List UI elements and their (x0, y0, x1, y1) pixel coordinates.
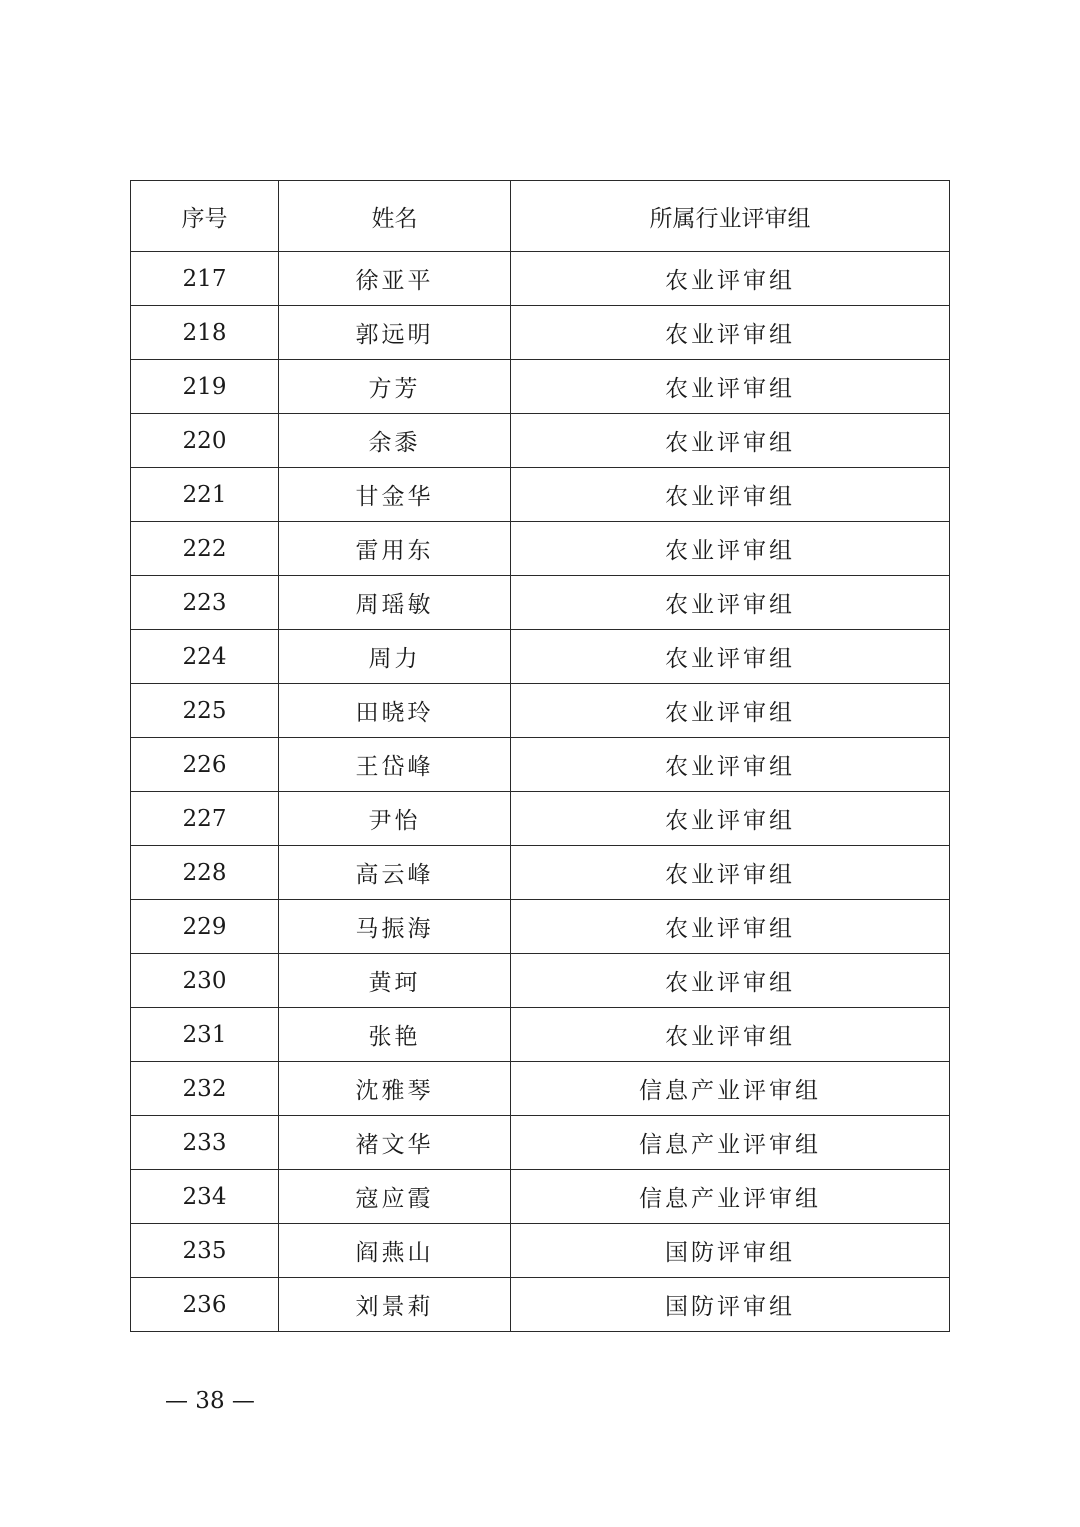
cell-name: 甘金华 (279, 468, 511, 522)
cell-seq: 227 (131, 792, 279, 846)
cell-name: 郭远明 (279, 306, 511, 360)
cell-group: 农业评审组 (511, 522, 950, 576)
cell-name: 方芳 (279, 360, 511, 414)
table-row (131, 306, 950, 360)
cell-seq: 218 (131, 306, 279, 360)
cell-name: 张艳 (279, 1008, 511, 1062)
table-header (131, 181, 950, 252)
cell-seq: 231 (131, 1008, 279, 1062)
cell-name: 寇应霞 (279, 1170, 511, 1224)
cell-group: 国防评审组 (511, 1278, 950, 1332)
header-seq: 序号 (131, 181, 279, 252)
cell-seq: 232 (131, 1062, 279, 1116)
cell-group: 农业评审组 (511, 252, 950, 306)
cell-group: 农业评审组 (511, 306, 950, 360)
cell-seq: 233 (131, 1116, 279, 1170)
cell-name: 王岱峰 (279, 738, 511, 792)
cell-name: 尹怡 (279, 792, 511, 846)
cell-group: 信息产业评审组 (511, 1116, 950, 1170)
cell-seq: 234 (131, 1170, 279, 1224)
cell-group: 农业评审组 (511, 684, 950, 738)
cell-group: 农业评审组 (511, 846, 950, 900)
cell-group: 国防评审组 (511, 1224, 950, 1278)
cell-group: 农业评审组 (511, 900, 950, 954)
cell-seq: 221 (131, 468, 279, 522)
table-row (131, 1278, 950, 1332)
cell-seq: 236 (131, 1278, 279, 1332)
table-row (131, 630, 950, 684)
cell-name: 阎燕山 (279, 1224, 511, 1278)
cell-group: 农业评审组 (511, 1008, 950, 1062)
table-row (131, 738, 950, 792)
table-row (131, 576, 950, 630)
cell-group: 农业评审组 (511, 576, 950, 630)
cell-group: 农业评审组 (511, 360, 950, 414)
table-row (131, 1116, 950, 1170)
cell-name: 马振海 (279, 900, 511, 954)
cell-group: 农业评审组 (511, 738, 950, 792)
cell-seq: 223 (131, 576, 279, 630)
cell-seq: 217 (131, 252, 279, 306)
cell-name: 黄珂 (279, 954, 511, 1008)
table-row (131, 846, 950, 900)
cell-seq: 222 (131, 522, 279, 576)
cell-group: 农业评审组 (511, 414, 950, 468)
table-row (131, 414, 950, 468)
header-name: 姓名 (279, 181, 511, 252)
cell-group: 农业评审组 (511, 954, 950, 1008)
cell-name: 周力 (279, 630, 511, 684)
table-row (131, 684, 950, 738)
header-row (131, 181, 950, 252)
cell-name: 余黍 (279, 414, 511, 468)
table-row (131, 522, 950, 576)
page-number: — 38 — (165, 1388, 255, 1414)
cell-seq: 230 (131, 954, 279, 1008)
table-row (131, 1062, 950, 1116)
cell-name: 高云峰 (279, 846, 511, 900)
table-row (131, 792, 950, 846)
roster-table (130, 180, 950, 1332)
cell-name: 田晓玲 (279, 684, 511, 738)
cell-group: 农业评审组 (511, 468, 950, 522)
cell-seq: 219 (131, 360, 279, 414)
cell-name: 褚文华 (279, 1116, 511, 1170)
table-row (131, 900, 950, 954)
cell-seq: 228 (131, 846, 279, 900)
cell-seq: 220 (131, 414, 279, 468)
cell-seq: 225 (131, 684, 279, 738)
cell-name: 徐亚平 (279, 252, 511, 306)
table-row (131, 468, 950, 522)
header-group: 所属行业评审组 (511, 181, 950, 252)
table-row (131, 1170, 950, 1224)
table-body (131, 252, 950, 1332)
cell-group: 农业评审组 (511, 630, 950, 684)
cell-seq: 226 (131, 738, 279, 792)
table-row (131, 954, 950, 1008)
cell-group: 信息产业评审组 (511, 1170, 950, 1224)
table-row (131, 1224, 950, 1278)
cell-seq: 235 (131, 1224, 279, 1278)
cell-seq: 224 (131, 630, 279, 684)
cell-name: 刘景莉 (279, 1278, 511, 1332)
table-row (131, 252, 950, 306)
cell-group: 信息产业评审组 (511, 1062, 950, 1116)
cell-name: 沈雅琴 (279, 1062, 511, 1116)
cell-name: 周瑶敏 (279, 576, 511, 630)
cell-name: 雷用东 (279, 522, 511, 576)
cell-group: 农业评审组 (511, 792, 950, 846)
table-row (131, 1008, 950, 1062)
table-row (131, 360, 950, 414)
cell-seq: 229 (131, 900, 279, 954)
